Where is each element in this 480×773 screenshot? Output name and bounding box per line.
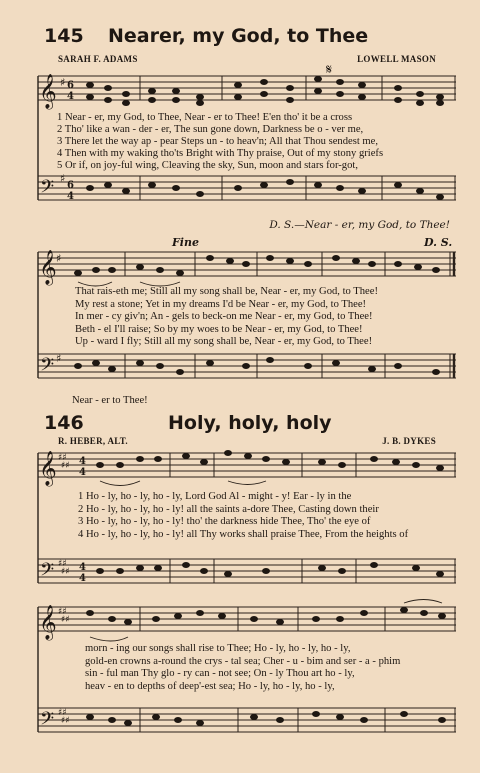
svg-text:♯♯: ♯♯ — [58, 453, 67, 463]
svg-text:♯: ♯ — [60, 172, 66, 185]
svg-text:𝄞: 𝄞 — [39, 451, 57, 486]
segno-icon: 𝄋 — [326, 62, 333, 78]
verse-line: That rais-eth me; Still all my song shall be, Near - er, my God, to Thee! — [75, 286, 378, 297]
sharp-icon: ♯ — [60, 76, 66, 89]
verse-line: gold-en crowns a-round the crys - tal sea; Cher - u - bim and ser - a - phim — [85, 655, 401, 667]
svg-text:𝄢: 𝄢 — [40, 709, 55, 734]
verse-line: sin - ful man Thy glo - ry can - not see; On - ly Thou art ho - ly, — [85, 668, 355, 679]
words-credit-145: SARAH F. ADAMS — [58, 54, 138, 64]
ds-note: D. S.—Near - er, my God, to Thee! — [269, 219, 450, 231]
verse-line: 5 Or if, on joy-ful wing, Cleaving the sky, Sun, moon and stars for-got, — [57, 160, 358, 171]
staff-1-treble — [38, 76, 456, 100]
svg-text:♯♯: ♯♯ — [58, 559, 67, 569]
svg-text:♯♯: ♯♯ — [61, 461, 70, 471]
svg-text:♯♯: ♯♯ — [58, 708, 67, 718]
svg-text:4: 4 — [67, 91, 74, 102]
svg-text:𝄞: 𝄞 — [39, 250, 57, 285]
verse-line: 1 Ho - ly, ho - ly, ho - ly, Lord God Al - might - y! Ear - ly in the — [78, 491, 352, 502]
svg-text:4: 4 — [79, 456, 86, 467]
staff-4-bass — [38, 708, 456, 732]
verses-block-146-a — [78, 491, 408, 541]
bass-clef-icon: 𝄢 — [40, 177, 55, 202]
verse-line: In mer - cy giv'n; An - gels to beck-on me Near - er, my God, to Thee! — [75, 311, 373, 322]
music-credit-145: LOWELL MASON — [357, 54, 436, 64]
verse-line: 2 Tho' like a wan - der - er, The sun gone down, Darkness be o - ver me, — [57, 124, 364, 135]
verse-line: 3 There let the way ap - pear Steps un - to heav'n; All that Thou sendest me, — [57, 136, 379, 147]
treble-clef-icon: 𝄞 — [39, 74, 57, 109]
verse-line: 4 Then with my waking tho'ts Bright with Thy praise, Out of my stony griefs — [57, 148, 384, 159]
staff-4-treble — [38, 607, 456, 631]
svg-text:4: 4 — [79, 573, 86, 584]
verses-block-145-b — [75, 286, 378, 349]
ds-mark: D. S. — [424, 236, 453, 249]
words-credit-146: R. HEBER, ALT. — [58, 436, 128, 446]
svg-text:♯♯: ♯♯ — [61, 615, 70, 625]
verse-line: Up - ward I fly; Still all my song shall be, Near - er, my God, to Thee! — [75, 336, 373, 347]
svg-text:♯: ♯ — [56, 352, 62, 365]
svg-text:♯: ♯ — [56, 252, 62, 265]
verse-line: My rest a stone; Yet in my dreams I'd be Near - er, my God, to Thee! — [75, 298, 367, 310]
svg-text:♯♯: ♯♯ — [58, 607, 67, 617]
verse-line: heav - en to depths of deep'-est sea; Ho - ly, ho - ly, ho - ly, — [85, 680, 335, 692]
svg-text:𝄢: 𝄢 — [40, 355, 55, 380]
verse-line: 3 Ho - ly, ho - ly, ho - ly! tho' the darkness hide Thee, Tho' the eye of — [78, 516, 371, 527]
tail-lyric: Near - er to Thee! — [72, 395, 148, 406]
verse-line: morn - ing our songs shall rise to Thee; Ho - ly, ho - ly, ho - ly, — [85, 643, 351, 654]
hymn-title-145: Nearer, my God, to Thee — [108, 25, 369, 47]
hymn-title-146: Holy, holy, holy — [168, 412, 332, 434]
svg-text:4: 4 — [79, 562, 86, 573]
svg-text:𝄢: 𝄢 — [40, 560, 55, 585]
fine-mark: Fine — [172, 236, 199, 249]
hymn-number-146: 146 — [44, 412, 84, 434]
svg-text:𝄞: 𝄞 — [39, 605, 57, 640]
verse-line: 2 Ho - ly, ho - ly, ho - ly! all the saints a-dore Thee, Casting down their — [78, 503, 379, 515]
svg-text:4: 4 — [79, 467, 86, 478]
svg-text:4: 4 — [67, 191, 74, 202]
verses-block-145-a — [57, 112, 383, 172]
verse-line: 1 Near - er, my God, to Thee, Near - er to Thee! E'en tho' it be a cross — [57, 112, 353, 123]
svg-text:6: 6 — [67, 180, 74, 191]
svg-text:♯♯: ♯♯ — [61, 567, 70, 577]
staff-1-bass — [38, 176, 456, 200]
verse-line: Beth - el I'll raise; So by my woes to be Near - er, my God, to Thee! — [75, 323, 363, 335]
music-credit-146: J. B. DYKES — [382, 436, 436, 446]
svg-text:♯♯: ♯♯ — [61, 716, 70, 726]
verses-block-146-b — [85, 643, 400, 693]
hymn-number-145: 145 — [44, 25, 84, 47]
svg-text:6: 6 — [67, 80, 74, 91]
verse-line: 4 Ho - ly, ho - ly, ho - ly! all Thy works shall praise Thee, From the heights of — [78, 528, 409, 540]
